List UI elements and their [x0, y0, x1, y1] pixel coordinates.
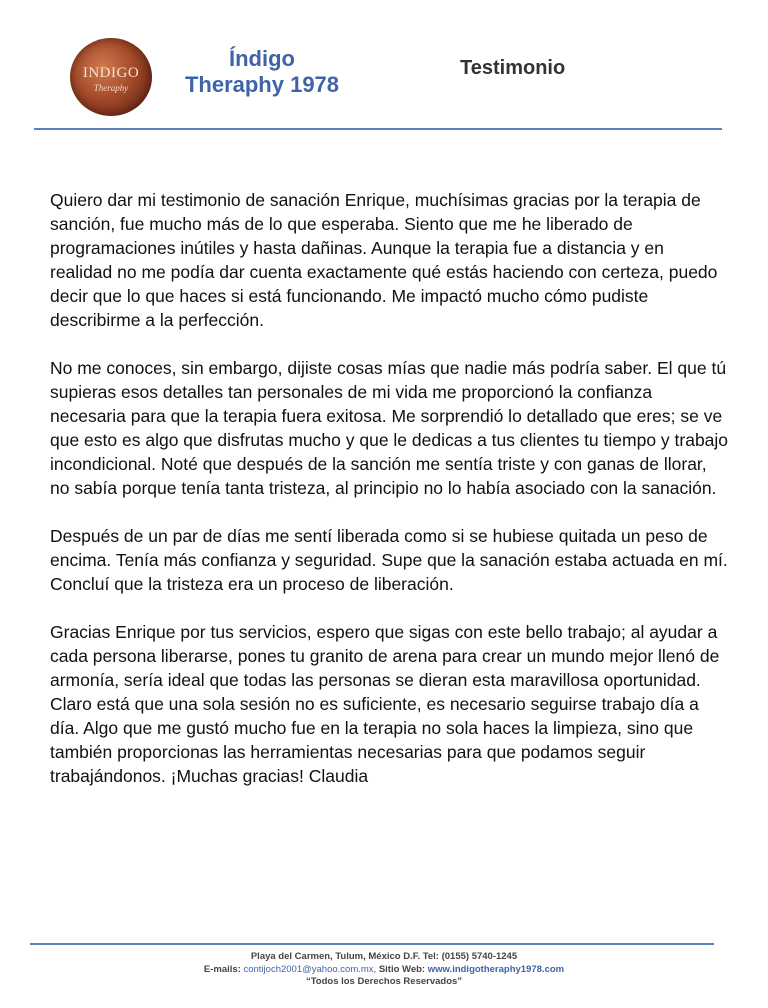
logo-text: INDIGO [82, 65, 140, 81]
logo-subtext: Theraphy [93, 83, 129, 93]
paragraph-3: Después de un par de días me sentí liberada como si se hubiese quitada un peso de encima. Tenía más confianza y seguridad. Supe que la sanación estaba actuada en mí. Concluí que la tristeza era un proceso de liberación. [50, 526, 728, 594]
testimonial-body [50, 188, 730, 812]
email-link[interactable]: contijoch2001@yahoo.com.mx, [243, 963, 377, 975]
website-link[interactable]: www.indigotheraphy1978.com [427, 963, 565, 975]
footer-address: Playa del Carmen, Tulum, México D.F. Tel: (0155) 5740-1245 [250, 951, 518, 962]
footer [0, 951, 768, 989]
header-divider [34, 128, 722, 130]
footer-divider [30, 943, 714, 945]
logo [70, 38, 152, 116]
paragraph-1: Quiero dar mi testimonio de sanación Enrique, muchísimas gracias por la terapia de sanción, fue mucho más de lo que esperaba. Siento que me he liberado de programaciones inútiles y hasta dañinas. Aunque la terapia fue a distancia y en realidad no me podía dar cuenta exactamente qué estás haciendo con certeza, puedo decir que lo que haces si está funcionando. Me impactó mucho cómo pudiste describirme a la perfección. [50, 190, 718, 330]
brand-subname: Theraphy 1978 [184, 72, 340, 97]
emails-label: E-mails: [203, 963, 241, 975]
footer-rights: “Todos los Derechos Reservados” [305, 976, 463, 987]
paragraph-4: Gracias Enrique por tus servicios, espero que sigas con este bello trabajo; al ayudar a cada persona liberarse, pones tu granito de arena para crear un mundo mejor llenó de armonía, sería ideal que todas las personas se dieran esta maravillosa oportunidad. Claro está que una sola sesión no es suficiente, es necesario seguirse trabajo día a día. Algo que me gustó mucho fue en la terapia no sola haces la limpieza, sino que también proporcionas las herramientas necesarias para que podamos seguir trabajándonos. ¡Muchas gracias! Claudia [50, 622, 720, 786]
document-title: Testimonio [460, 57, 566, 79]
website-label: Sitio Web: [378, 963, 426, 975]
paragraph-2: No me conoces, sin embargo, dijiste cosas mías que nadie más podría saber. El que tú supieras esos detalles tan personales de mi vida me proporcionó la confianza necesaria para que la terapia fuera exitosa. Me sorprendió lo detallado que eres; se ve que esto es algo que disfrutas mucho y que le dedicas a tus clientes tu tiempo y trabajo incondicional. Noté que después de la sanción me sentía triste y con ganas de llorar, no sabía porque tenía tanta tristeza, al principio no lo había asociado con la sanación. [50, 358, 729, 498]
brand-name: Índigo [229, 46, 295, 71]
footer-contacts [0, 964, 768, 977]
